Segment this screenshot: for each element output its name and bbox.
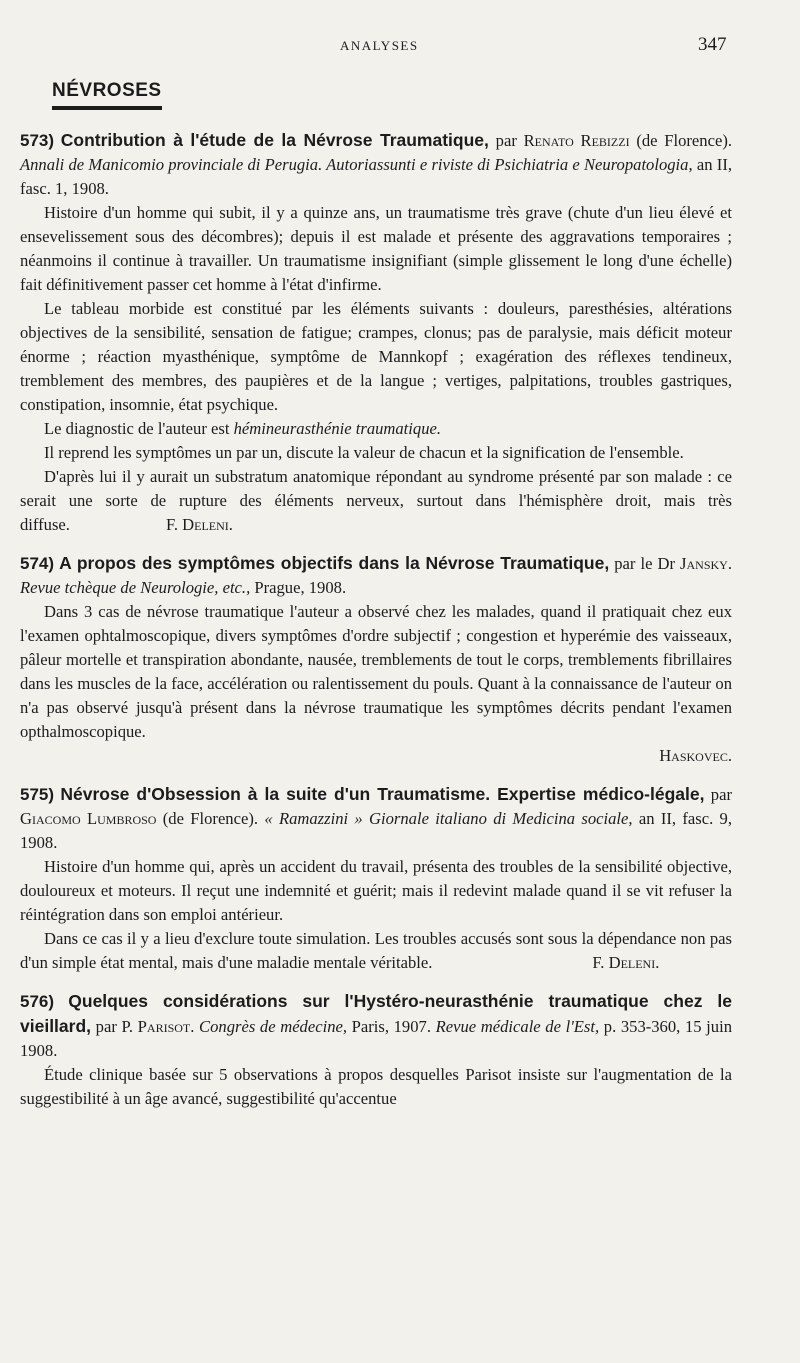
entry-number: 576) <box>20 992 55 1011</box>
entry-ref: an II, fasc. 1, 1908. <box>20 155 733 198</box>
paragraph <box>20 417 732 441</box>
paragraph <box>20 927 732 975</box>
paragraph: Le tableau morbide est constitué par les éléments suivants : douleurs, paresthésies, altérations objectives de la sensibilité, sensation de fatigue; crampes, clonus; pas de paralysie, mais déficit moteur énorme ; réaction myasthénique, symptôme de Mannkopf ; exagération des réflexes tendineux, tremblement des membres, des paupières et de la langue ; vertiges, palpitations, troubles gastriques, constipation, insomnie, état psychique. <box>20 299 732 414</box>
entry-journal: Annali de Manicomio provinciale di Perugia. Autoriassunti e riviste di Psichiatria e Neuropatologia, <box>20 155 693 174</box>
paragraph: Étude clinique basée sur 5 observations à propos desquelles Parisot insiste sur l'augmentation de la suggestibilité à un âge avancé, suggestibilité qu'accentue <box>20 1065 732 1108</box>
signature: F. Deleni. <box>592 953 660 972</box>
entry-author: Parisot. <box>137 1017 195 1036</box>
paragraph: Histoire d'un homme qui, après un accident du travail, présenta des troubles de la sensibilité objective, douloureux et moteurs. Il reçut une indemnité et guérit; mais il redevint malade quand il se vit refuser la réintégration dans son emploi antérieur. <box>20 857 732 924</box>
entry-heading <box>20 782 732 855</box>
abstract-entry-576 <box>20 989 732 1111</box>
entry-author: Jansky. <box>680 554 732 573</box>
entry-number: 575) <box>20 785 55 804</box>
entry-title: Contribution à l'étude de la Névrose Traumatique, <box>60 130 489 150</box>
entry-author: Renato Rebizzi <box>523 131 630 150</box>
signature: Haskovec. <box>659 746 732 765</box>
page-number: 347 <box>698 34 727 55</box>
paragraph: Dans 3 cas de névrose traumatique l'auteur a observé chez les malades, quand il pratiquait chez eux l'examen ophtalmoscopique, divers symptômes d'ordre subjectif ; congestion et hyperémie des vaisseaux, pâleur mortelle et transpiration abondante, nausée, tremblements de tout le corps, tremblements fibrillaires dans les muscles de la face, accélération ou ralentissement du pouls. Quant à la connaissance de l'auteur on n'a pas observé jusqu'à présent dans la névrose traumatique les symptômes décrits pendant l'examen opthalmoscopique. <box>20 602 732 741</box>
entry-journal: « Ramazzini » Giornale italiano di Medicina sociale, <box>264 809 633 828</box>
signature: F. Deleni. <box>165 515 233 534</box>
entry-affiliation: (de Florence). <box>162 809 259 828</box>
entry-ref: Prague, 1908. <box>254 578 347 597</box>
entry-ref: an II, fasc. 9, 1908. <box>20 809 733 852</box>
entry-journal-2: Revue médicale de l'Est, <box>435 1017 600 1036</box>
section-title: NÉVROSES <box>52 80 162 110</box>
entry-number: 573) <box>20 131 55 150</box>
entry-heading <box>20 989 732 1063</box>
entry-ref: Paris, 1907. <box>351 1017 431 1036</box>
paragraph: Histoire d'un homme qui subit, il y a quinze ans, un traumatisme très grave (chute d'un lieu élevé et ensevelissement sous des décombres); depuis il est malade et présente des aggravations temporaires ; néanmoins il continue à travailler. Un traumatisme insignifiant (simple glissement le long d'une échelle) fait définitivement passer cet homme à l'état d'infirme. <box>20 203 732 294</box>
entry-by: par P. <box>95 1017 134 1036</box>
entry-author: Giacomo Lumbroso <box>20 809 157 828</box>
running-title: ANALYSES <box>340 38 419 53</box>
entry-title: A propos des symptômes objectifs dans la Névrose Traumatique, <box>59 553 610 573</box>
entry-title: Quelques considérations sur l'Hystéro-neurasthénie traumatique chez le vieillard, <box>20 991 732 1036</box>
paragraph-text: D'après lui il y aurait un substratum anatomique répondant au syndrome présenté par son malade : ce serait une sorte de rupture des éléments nerveux, surtout dans l'hémisphère droit, mais très diffuse. <box>20 467 732 534</box>
paragraph: Il reprend les symptômes un par un, discute la valeur de chacun et la signification de l'ensemble. <box>44 443 684 462</box>
abstract-entry-575 <box>20 782 732 975</box>
entry-by: par <box>710 785 732 804</box>
entry-heading <box>20 128 732 201</box>
running-head <box>0 34 800 58</box>
entry-by: par le Dr <box>614 554 675 573</box>
entry-by: par <box>495 131 517 150</box>
abstract-entry-573 <box>20 128 732 537</box>
entry-journal: Congrès de médecine, <box>199 1017 348 1036</box>
paragraph <box>20 465 732 537</box>
paragraph-text: Dans ce cas il y a lieu d'exclure toute simulation. Les troubles accusés sont sous la dépendance non pas d'un simple état mental, mais d'une maladie mentale véritable. <box>20 929 732 972</box>
abstract-entry-574 <box>20 551 732 768</box>
paragraph-text: Le diagnostic de l'auteur est <box>44 419 230 438</box>
entry-affiliation: (de Florence). <box>636 131 732 150</box>
entry-title: Névrose d'Obsession à la suite d'un Traumatisme. Expertise médico-légale, <box>60 784 705 804</box>
diagnosis-term: hémineurasthénie traumatique. <box>233 419 442 438</box>
article-body <box>20 128 732 1111</box>
entry-journal: Revue tchèque de Neurologie, etc., <box>20 578 251 597</box>
entry-number: 574) <box>20 554 55 573</box>
entry-ref-2: p. 353-360, 15 juin 1908. <box>20 1017 732 1060</box>
entry-heading <box>20 551 732 600</box>
